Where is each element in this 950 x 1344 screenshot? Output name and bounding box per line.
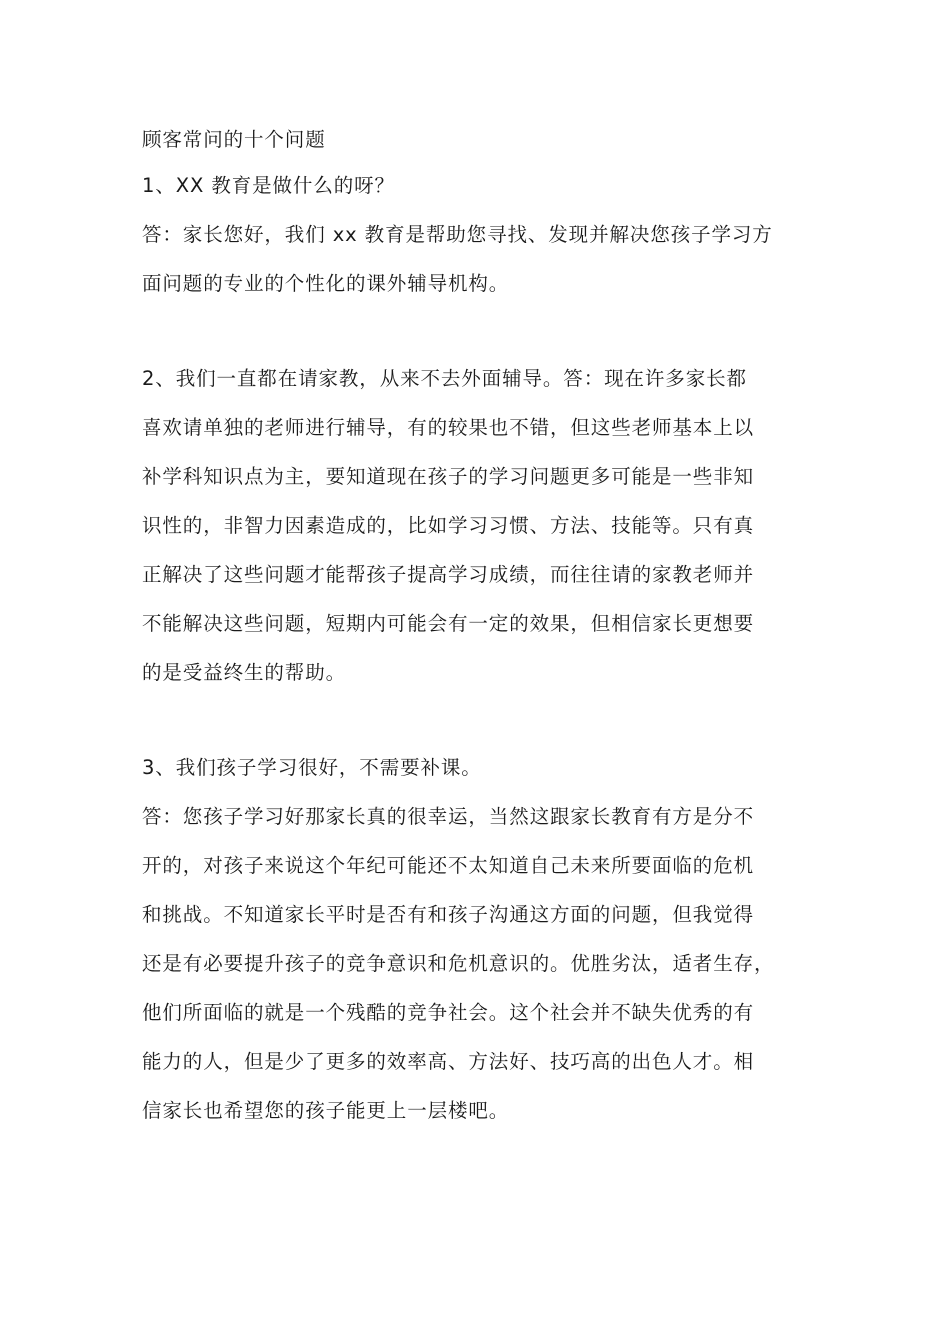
- answer-1-line: 面问题的专业的个性化的课外辅导机构。: [142, 272, 510, 295]
- question-1: 1、XX 教育是做什么的呀？: [142, 174, 395, 197]
- answer-3-line: 开的，对孩子来说这个年纪可能还不太知道自己未来所要面临的危机: [142, 854, 755, 877]
- answer-2-line: 正解决了这些问题才能帮孩子提高学习成绩，而往往请的家教老师并: [142, 563, 755, 586]
- document-body: [142, 120, 832, 1126]
- answer-3-line: 答：您孩子学习好那家长真的很幸运，当然这跟家长教育有方是分不: [142, 805, 755, 828]
- document-title: 顾客常问的十个问题: [142, 128, 326, 151]
- answer-3-line: 还是有必要提升孩子的竞争意识和危机意识的。优胜劣汰，适者生存，: [142, 952, 775, 975]
- answer-3-line: 能力的人，但是少了更多的效率高、方法好、技巧高的出色人才。相: [142, 1050, 755, 1073]
- answer-2-line: 补学科知识点为主，要知道现在孩子的学习问题更多可能是一些非知: [142, 465, 755, 488]
- question-2-line: 2、我们一直都在请家教，从来不去外面辅导。答：现在许多家长都: [142, 367, 747, 390]
- answer-3-line: 和挑战。不知道家长平时是否有和孩子沟通这方面的问题，但我觉得: [142, 903, 755, 926]
- question-3: 3、我们孩子学习很好，不需要补课。: [142, 756, 482, 779]
- answer-3-line: 他们所面临的就是一个残酷的竞争社会。这个社会并不缺失优秀的有: [142, 1001, 755, 1024]
- answer-1-line: 答：家长您好，我们 xx 教育是帮助您寻找、发现并解决您孩子学习方: [142, 223, 773, 246]
- answer-2-line: 不能解决这些问题，短期内可能会有一定的效果，但相信家长更想要: [142, 612, 755, 635]
- answer-2-line: 喜欢请单独的老师进行辅导，有的较果也不错，但这些老师基本上以: [142, 416, 755, 439]
- answer-2-line: 识性的，非智力因素造成的，比如学习习惯、方法、技能等。只有真: [142, 514, 755, 537]
- answer-2-line: 的是受益终生的帮助。: [142, 661, 347, 684]
- answer-3-line: 信家长也希望您的孩子能更上一层楼吧。: [142, 1099, 510, 1122]
